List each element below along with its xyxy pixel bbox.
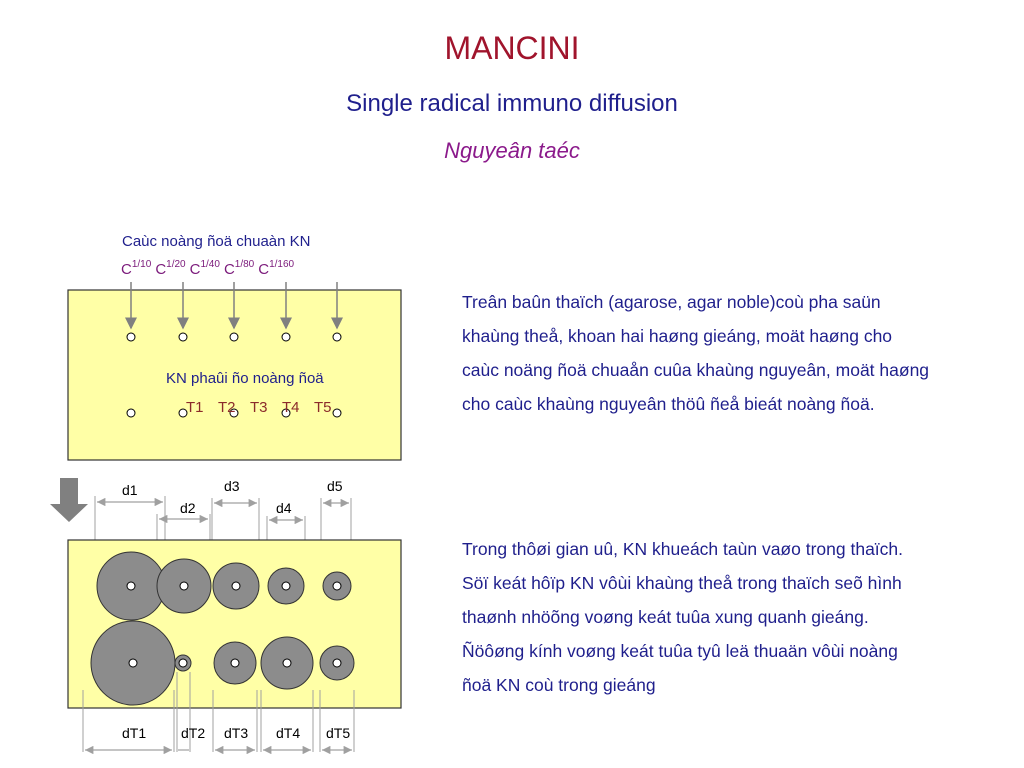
- unknown-t2: T2: [218, 399, 236, 416]
- page-title: MANCINI: [444, 30, 580, 66]
- paragraph-setup-line: caùc noäng ñoä chuaån cuûa khaùng nguyeân, moät haøng: [462, 360, 930, 380]
- conc-c5-base: C: [258, 261, 270, 278]
- conc-c2-base: C: [155, 261, 167, 278]
- paragraph-result-line: Trong thôøi gian uû, KN khueách taùn vaøo trong thaïch.: [462, 539, 904, 559]
- conc-c4-exp: 1/80: [234, 259, 255, 270]
- dim-dt3: dT3: [224, 725, 249, 741]
- paragraph-result-line: Ñöôøng kính voøng keát tuûa tyû leä thuaän vôùi noàng: [462, 641, 898, 661]
- dim-d1: d1: [122, 482, 138, 498]
- unknown-t1: T1: [186, 399, 204, 416]
- unknown-t4: T4: [282, 399, 300, 416]
- paragraph-setup: [462, 285, 1002, 421]
- dim-d5: d5: [327, 478, 343, 494]
- paragraph-result-line: thaønh nhöõng voøng keát tuûa xung quanh gieáng.: [462, 607, 869, 627]
- conc-c1-base: C: [121, 261, 132, 278]
- paragraph-setup-line: khaùng theå, khoan hai haøng gieáng, moät haøng cho: [462, 326, 893, 346]
- concentration-labels: [121, 259, 295, 278]
- unknown-label: KN phaûi ño noàng ñoä: [166, 370, 324, 387]
- conc-c3-base: C: [189, 261, 201, 278]
- paragraph-result-line: ñoä KN coù trong gieáng: [462, 675, 656, 695]
- unknown-t5: T5: [314, 399, 332, 416]
- top-dimensions: [95, 478, 351, 540]
- conc-c2-exp: 1/20: [166, 259, 186, 270]
- dim-dt1: dT1: [122, 725, 147, 741]
- dim-d3: d3: [224, 478, 240, 494]
- conc-c5-exp: 1/160: [269, 259, 295, 270]
- page-subtitle-italic: Nguyeân taéc: [444, 138, 580, 163]
- dim-dt5: dT5: [326, 725, 351, 741]
- standards-label: Caùc noàng ñoä chuaàn KN: [122, 233, 311, 250]
- process-down-arrow: [50, 478, 88, 522]
- conc-c4-base: C: [223, 261, 235, 278]
- dim-dt4: dT4: [276, 725, 301, 741]
- paragraph-setup-line: Treân baûn thaïch (agarose, agar noble)coù pha saün: [462, 292, 881, 312]
- page-subtitle: Single radical immuno diffusion: [346, 90, 678, 117]
- dim-d4: d4: [276, 500, 292, 516]
- conc-c3-exp: 1/40: [200, 259, 220, 270]
- conc-c1-exp: 1/10: [131, 259, 152, 270]
- paragraph-setup-line: cho caùc khaùng nguyeân thöû ñeå bieát noàng ñoä.: [462, 394, 875, 414]
- dim-dt2: dT2: [181, 725, 206, 741]
- dim-d2: d2: [180, 500, 196, 516]
- paragraph-result: [462, 532, 1002, 702]
- paragraph-result-line: Söï keát hôïp KN vôùi khaùng theå trong thaïch seõ hình: [462, 573, 902, 593]
- unknown-t3: T3: [250, 399, 268, 416]
